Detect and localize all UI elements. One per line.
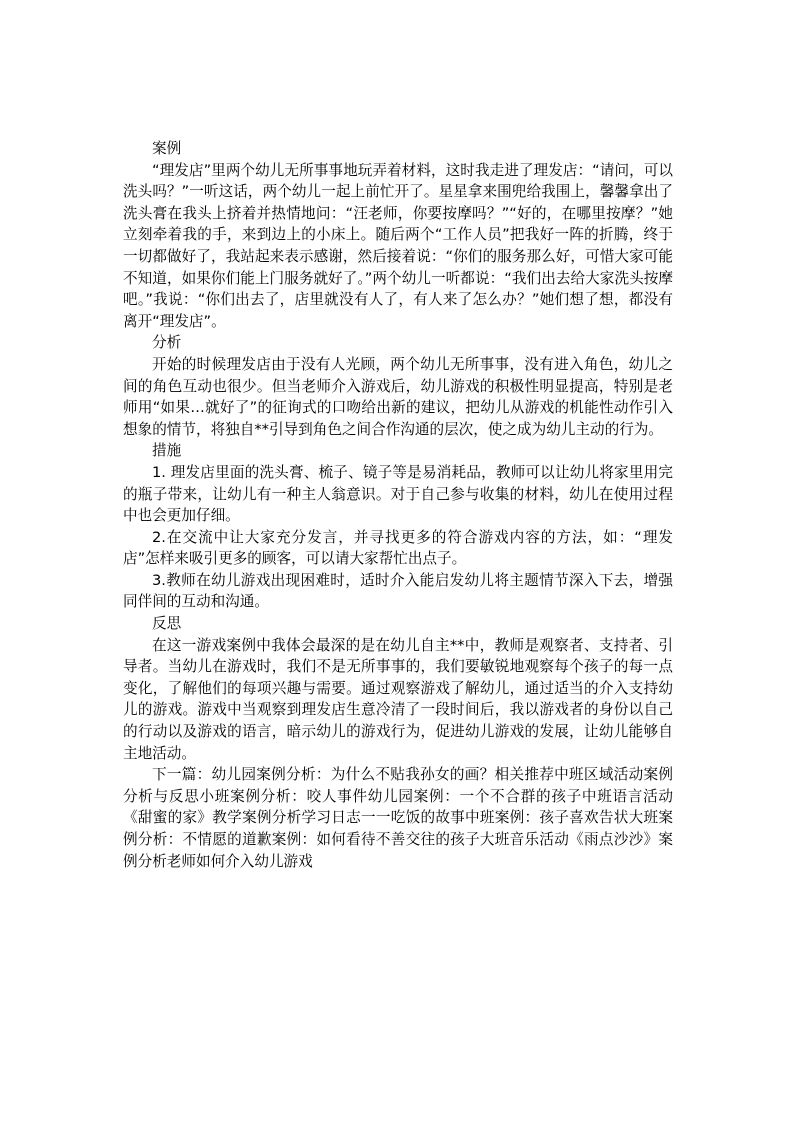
- analysis-heading: 分析: [152, 334, 182, 352]
- measure-item-1: 1. 理发店里面的洗头膏、梳子、镜子等是易消耗品，教师可以让幼儿将家里用完的瓶子带来，让幼儿有一种主人翁意识。对于自己参与收集的材料，幼儿在使用过程中也会更加仔细。: [123, 463, 673, 525]
- analysis-paragraph: 开始的时候理发店由于没有人光顾，两个幼儿无所事事，没有进入角色，幼儿之间的角色互动也很少。但当老师介入游戏后，幼儿游戏的积极性明显提高，特别是老师用“如果…就好了”的征询式的口吻给出新的建议，把幼儿从游戏的机能性动作引入想象的情节，将独自**引导到角色之间合作沟通的层次，使之成为幼儿主动的行为。: [123, 355, 673, 438]
- reflection-paragraph: 在这一游戏案例中我体会最深的是在幼儿自主**中，教师是观察者、支持者、引导者。当幼儿在游戏时，我们不是无所事事的，我们要敏锐地观察每个孩子的每一点变化，了解他们的每项兴趣与需要。通过观察游戏了解幼儿，通过适当的介入支持幼儿的游戏。游戏中当观察到理发店生意冷清了一段时间后，我以游戏者的身份以自己的行动以及游戏的语言，暗示幼儿的游戏行为，促进幼儿游戏的发展，让幼儿能够自主地活动。: [123, 636, 673, 762]
- case-paragraph: “理发店”里两个幼儿无所事事地玩弄着材料，这时我走进了理发店：“请问，可以洗头吗？”一听这话，两个幼儿一起上前忙开了。星星拿来围兜给我围上，馨馨拿出了洗头膏在我头上挤着并热情地问：“汪老师，你要按摩吗？”“好的，在哪里按摩？”她立刻牵着我的手，来到边上的小床上。随后两个“工作人员”把我好一阵的折腾，终于一切都做好了，我站起来表示感谢，然后接着说：“你们的服务那么好，可惜大家可能不知道，如果你们能上门服务就好了。”两个幼儿一听都说：“我们出去给大家洗头按摩吧。”我说：“你们出去了，店里就没有人了，有人来了怎么办？”她们想了想，都没有离开“理发店”。: [123, 161, 673, 330]
- case-heading: 案例: [152, 140, 182, 157]
- measure-item-3: 3.教师在幼儿游戏出现困难时，适时介入能启发幼儿将主题情节深入下去，增强同伴间的互动和沟通。: [123, 571, 673, 611]
- related-links-paragraph: 下一篇：幼儿园案例分析：为什么不贴我孙女的画？相关推荐中班区域活动案例分析与反思小班案例分析：咬人事件幼儿园案例：一个不合群的孩子中班语言活动《甜蜜的家》教学案例分析学习日志一一吃饭的故事中班案例：孩子喜欢告状大班案例分析：不情愿的道歉案例：如何看待不善交往的孩子大班音乐活动《雨点沙沙》案例分析老师如何介入幼儿游戏: [123, 766, 673, 870]
- reflection-heading: 反思: [152, 615, 182, 633]
- measures-heading: 措施: [152, 442, 182, 460]
- document-page: [123, 138, 673, 872]
- measure-item-2: 2.在交流中让大家充分发言，并寻找更多的符合游戏内容的方法，如：“理发店”怎样来吸引更多的顾客，可以请大家帮忙出点子。: [123, 528, 673, 568]
